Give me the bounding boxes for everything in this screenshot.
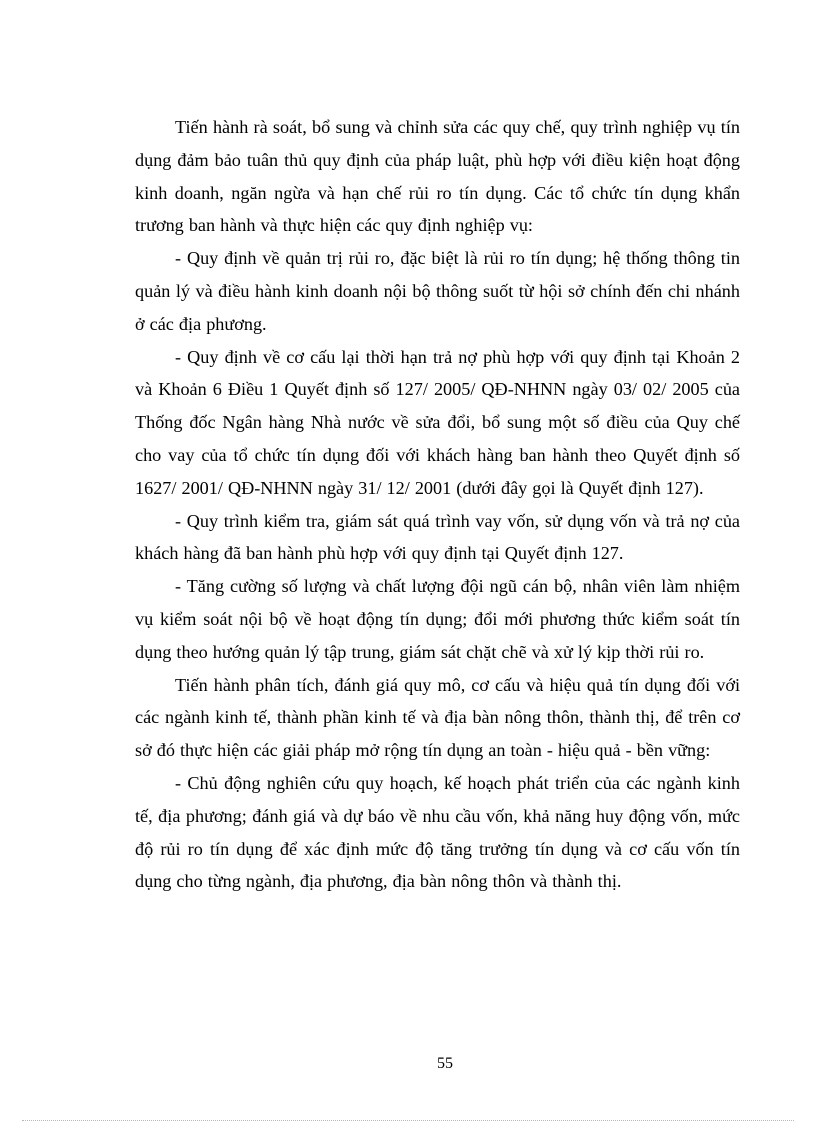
bullet-debt-restructuring: - Quy định về cơ cấu lại thời hạn trả nợ phù hợp với quy định tại Khoản 2 và Khoản 6 Điều 1 Quyết định số 127/ 2005/ QĐ-NHNN ngày 03/ 02/ 2005 của Thống đốc Ngân hàng Nhà nước về sửa đổi, bổ sung một số điều của Quy chế cho vay của tổ chức tín dụng đối với khách hàng ban hành theo Quyết định số 1627/ 2001/ QĐ-NHNN ngày 31/ 12/ 2001 (dưới đây gọi là Quyết định 127).: [135, 346, 740, 498]
body-text: [135, 111, 740, 898]
bullet-inspection-process: - Quy trình kiểm tra, giám sát quá trình vay vốn, sử dụng vốn và trả nợ của khách hàng đã ban hành phù hợp với quy định tại Quyết định 127.: [135, 510, 740, 564]
bullet-risk-management: - Quy định về quản trị rủi ro, đặc biệt là rủi ro tín dụng; hệ thống thông tin quản lý và điều hành kinh doanh nội bộ thông suốt từ hội sở chính đến chi nhánh ở các địa phương.: [135, 248, 740, 334]
paragraph-review-regulations: Tiến hành rà soát, bổ sung và chỉnh sửa các quy chế, quy trình nghiệp vụ tín dụng đảm bảo tuân thủ quy định của pháp luật, phù hợp với điều kiện hoạt động kinh doanh, ngăn ngừa và hạn chế rủi ro tín dụng. Các tổ chức tín dụng khẩn trương ban hành và thực hiện các quy định nghiệp vụ:: [135, 117, 740, 236]
page-bottom-divider: [22, 1120, 794, 1121]
bullet-staff-strengthening: - Tăng cường số lượng và chất lượng đội ngũ cán bộ, nhân viên làm nhiệm vụ kiểm soát nội bộ về hoạt động tín dụng; đổi mới phương thức kiểm soát tín dụng theo hướng quản lý tập trung, giám sát chặt chẽ và xử lý kịp thời rủi ro.: [135, 576, 740, 662]
page-number: 55: [437, 1055, 453, 1072]
bullet-planning-research: - Chủ động nghiên cứu quy hoạch, kế hoạch phát triển của các ngành kinh tế, địa phương; đánh giá và dự báo về nhu cầu vốn, khả năng huy động vốn, mức độ rủi ro tín dụng để xác định mức độ tăng trưởng tín dụng và cơ cấu vốn tín dụng cho từng ngành, địa phương, địa bàn nông thôn và thành thị.: [135, 772, 740, 892]
paragraph-credit-analysis: Tiến hành phân tích, đánh giá quy mô, cơ cấu và hiệu quả tín dụng đối với các ngành kinh tế, thành phần kinh tế và địa bàn nông thôn, thành thị, để trên cơ sở đó thực hiện các giải pháp mở rộng tín dụng an toàn - hiệu quả - bền vững:: [135, 674, 740, 761]
